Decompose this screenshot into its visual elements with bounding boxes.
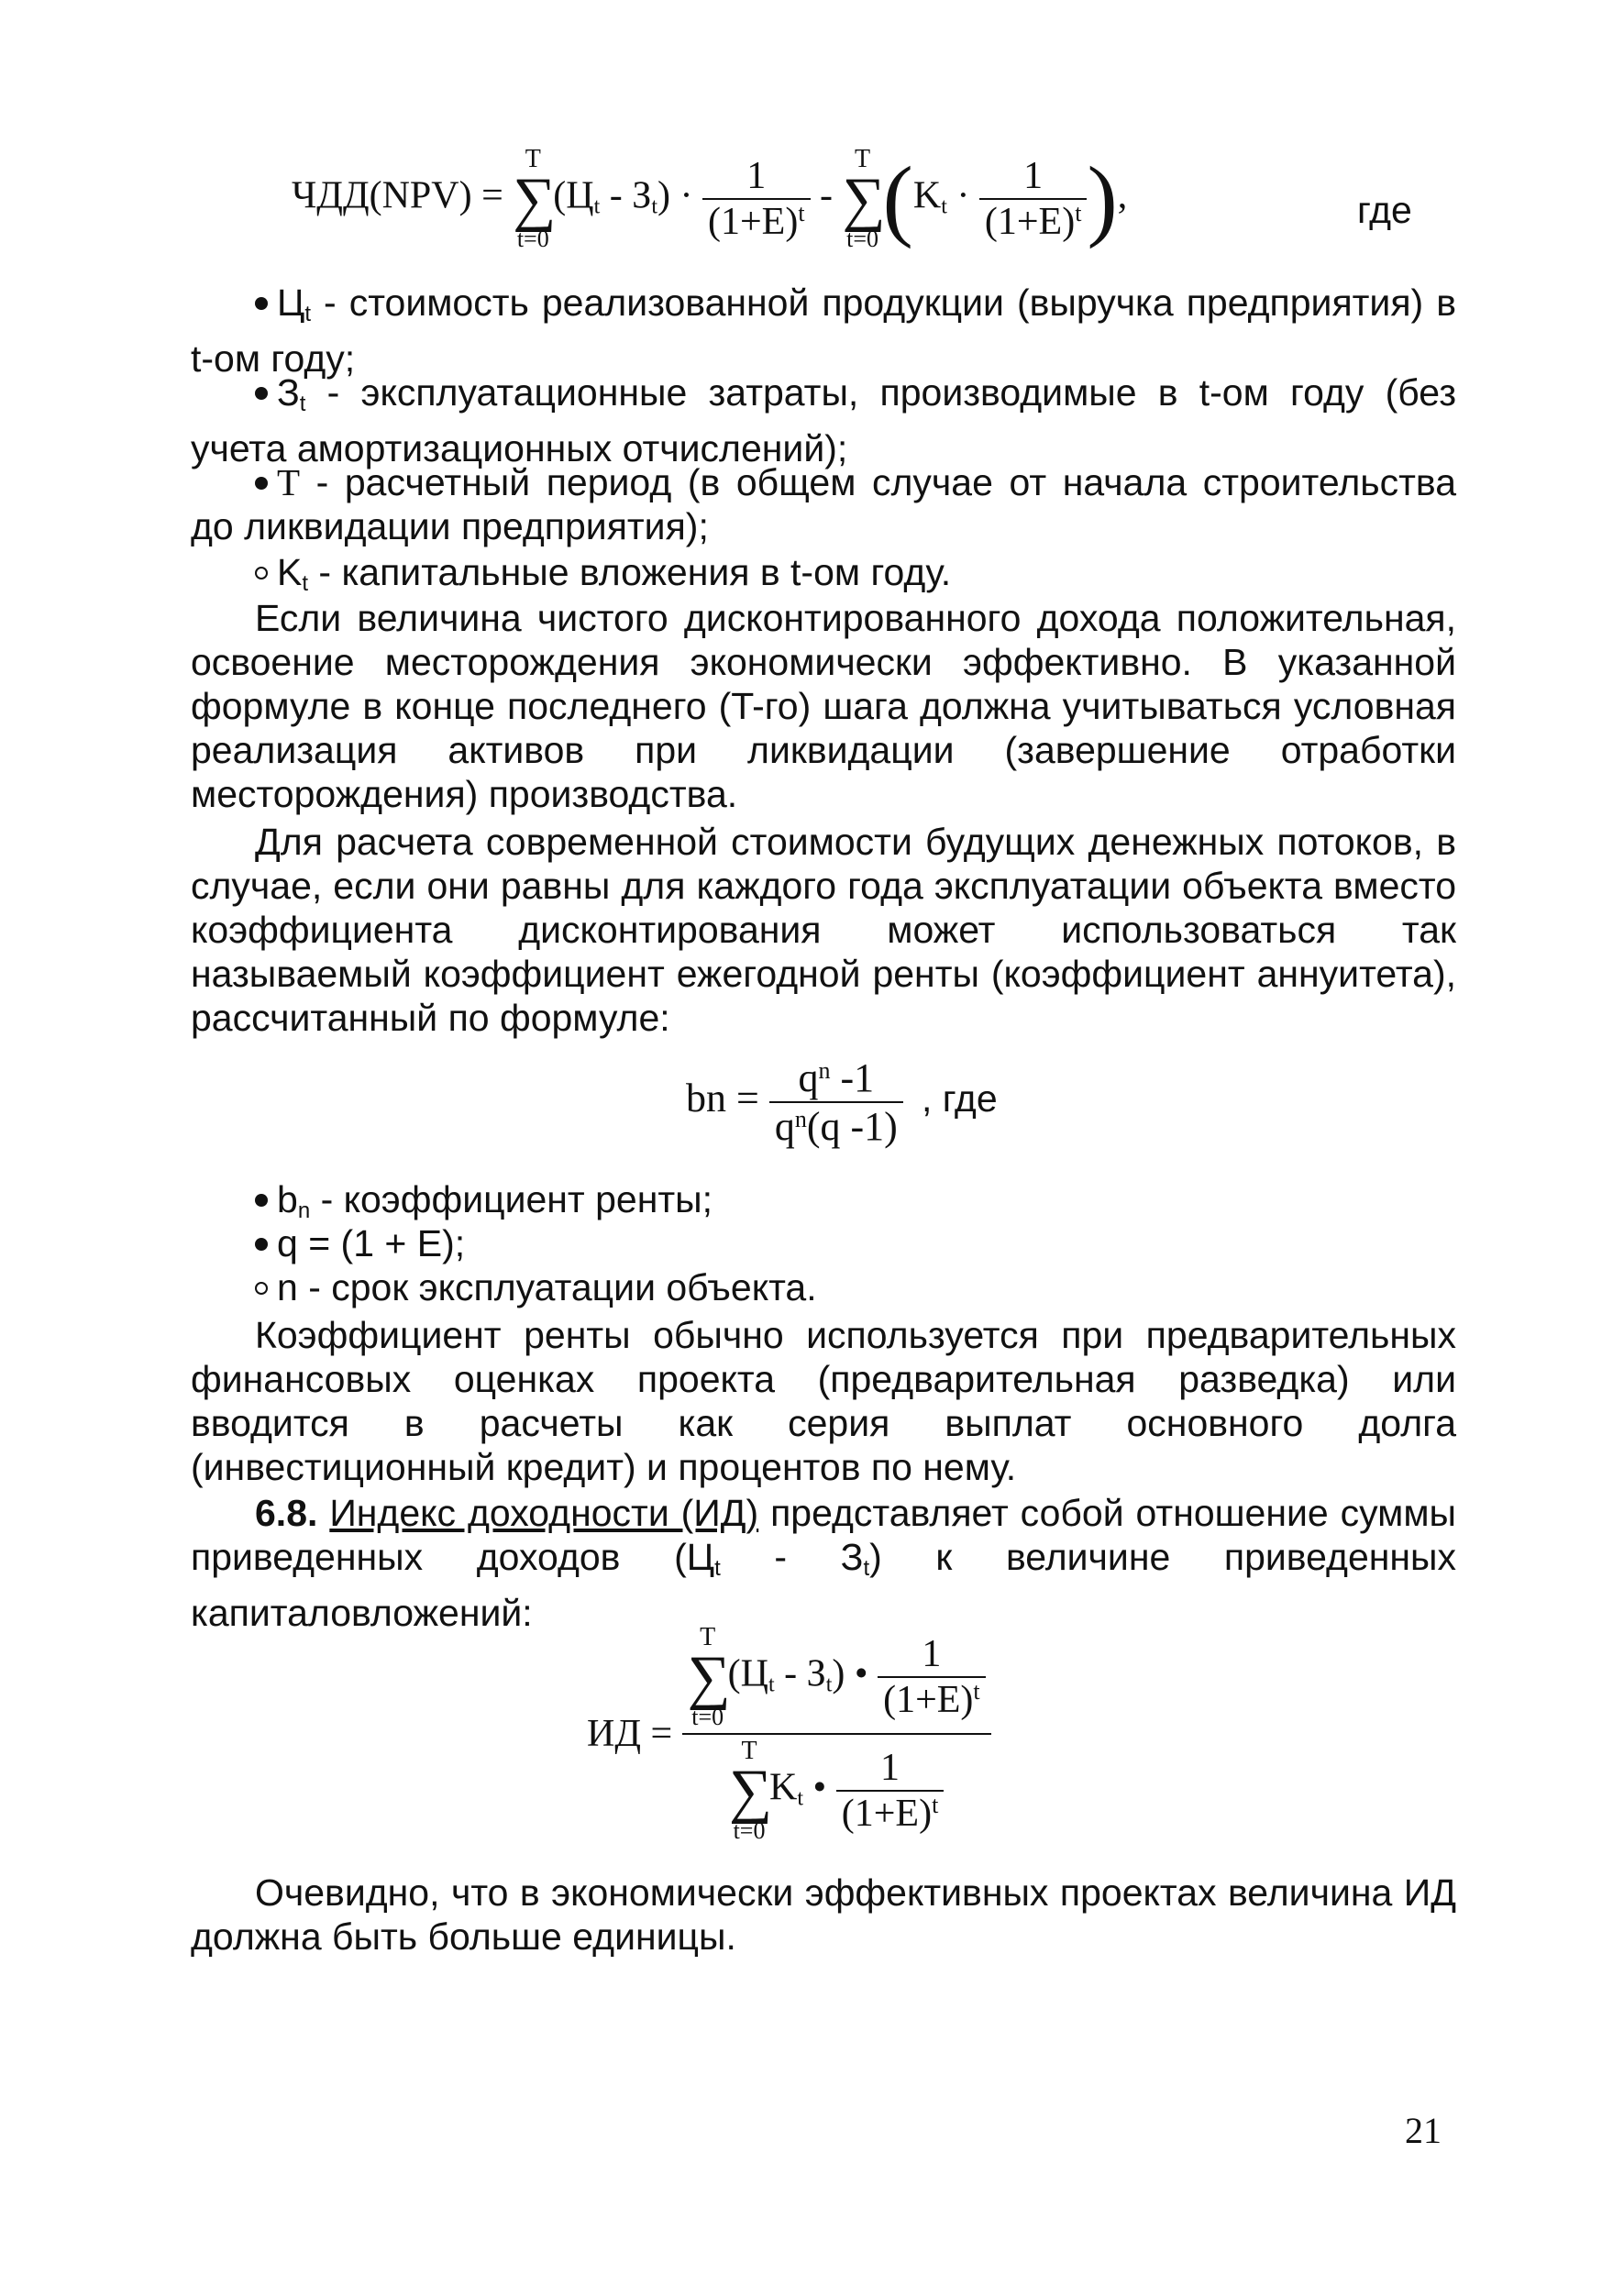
paragraph-annuity: Для расчета современной стоимости будущих денежных потоков, в случае, если они равны для каждого года эксплуатации объекта вместо коэффициента дисконтирования может использоваться так называемый коэффициент ежегодной ренты (коэффициент аннуитета), рассчитанный по формуле:	[191, 821, 1456, 1039]
bullet-q: q = (1 + E);	[191, 1221, 1456, 1265]
formula-npv-lhs: ЧДД(NPV)	[292, 174, 472, 217]
bullet-costs: $З_t$ - эксплуатационные затраты, производимые в t-ом году (без учета амортизационных отчислений);	[191, 371, 1456, 469]
bullet-revenue: $Ц_t$ - стоимость реализованной продукции (выручка предприятия) в t-ом году;	[191, 281, 1456, 380]
section-number: 6.8.	[255, 1492, 318, 1534]
sum-symbol: T ∑ t=0	[513, 145, 557, 252]
bullet-capital: $K_t$ - капитальные вложения в t-ом году.	[191, 550, 1456, 606]
annuity-fraction: $\frac{q^n -1}{q^n(q -1)}$	[769, 1054, 903, 1150]
page-number: 21	[1405, 2110, 1442, 2151]
section-title: Индекс доходности (ИД)	[329, 1492, 759, 1534]
paragraph-npv-positive: Если величина чистого дисконтированного дохода положительная, освоение месторождения экономически эффективно. В указанной формуле в конце последнего (T-го) шага должна учитываться условная реализация активов при ликвидации (завершение отработки месторождения) производства.	[191, 597, 1456, 815]
section-6-8: 6.8. Индекс доходности (ИД) представляет собой отношение суммы приведенных доходов $(Ц_t - З_t)$ к величине приведенных капиталовложений:	[191, 1492, 1456, 1634]
formula-npv: ЧДД(NPV) = T ∑ t=0 $(Ц_t - З_t)$ · $\frac{1}{(1+E)^t}$ - T ∑ t=0 ($K_t$ · $\frac{1}{(1+E)^t}$ ),	[292, 145, 1128, 252]
paragraph-rent: Коэффициент ренты обычно используется при предварительных финансовых оценках проекта (предварительная разведка) или вводится в расчеты как серия выплат основного долга (инвестиционный кредит) и процентов по нему.	[191, 1314, 1456, 1488]
bullet-period: T - расчетный период (в общем случае от начала строительства до ликвидации предприятия);	[191, 461, 1456, 547]
discount-fraction: $\frac{1}{(1+E)^t}$	[702, 154, 811, 244]
discount-fraction: $\frac{1}{(1+E)^t}$	[979, 154, 1088, 244]
formula-id: ИД = T ∑ t=0 $(Ц_t - З_t)$ • $\frac{1}{(1+E)^t}$ T ∑ t=0 $K_t$ • $\frac{1}{(1+E)^t}$	[587, 1625, 991, 1843]
bullet-n: n - срок эксплуатации объекта.	[191, 1265, 1456, 1309]
paragraph-conclusion: Очевидно, что в экономически эффективных проектах величина ИД должна быть больше единицы.	[191, 1871, 1456, 1958]
id-fraction: T ∑ t=0 $(Ц_t - З_t)$ • $\frac{1}{(1+E)^t}$ T ∑ t=0 $K_t$ • $\frac{1}{(1+E)^t}$	[682, 1625, 991, 1843]
where-label: где	[1357, 189, 1412, 231]
where-label: , где	[922, 1077, 998, 1120]
sum-symbol: T ∑ t=0	[842, 145, 886, 252]
bullet-bn: $b_n$ - коэффициент ренты;	[191, 1177, 1456, 1233]
formula-bn: bn = $\frac{q^n -1}{q^n(q -1)}$	[686, 1054, 903, 1150]
